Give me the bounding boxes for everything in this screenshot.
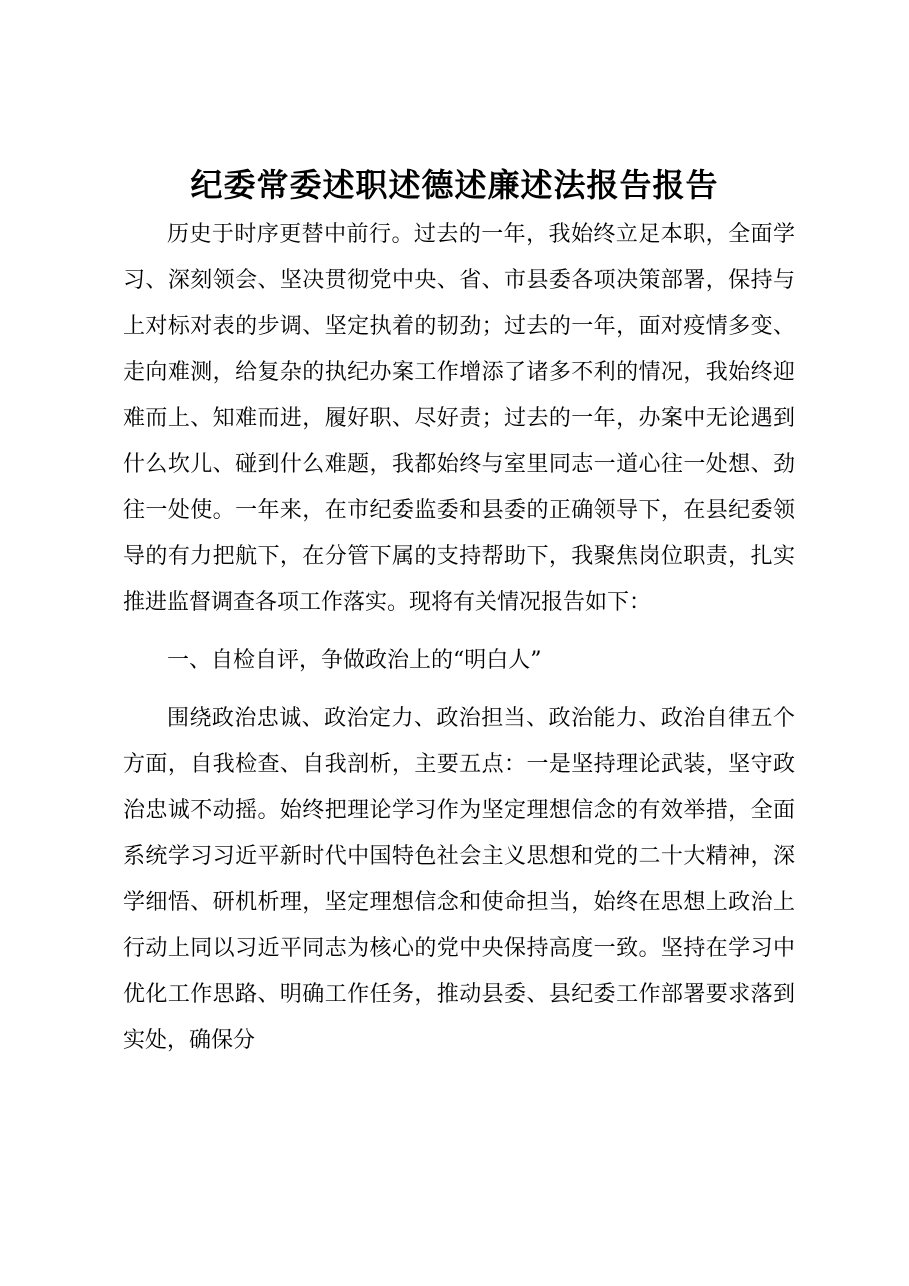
paragraph-section-1: 围绕政治忠诚、政治定力、政治担当、政治能力、政治自律五个方面，自我检查、自我剖析，主要五点：一是坚持理论武装，坚守政治忠诚不动摇。始终把理论学习作为坚定理想信念的有效举措，全面系统学习习近平新时代中国特色社会主义思想和党的二十大精神，深学细悟、研机析理，坚定理想信念和使命担当，始终在思想上政治上行动上同以习近平同志为核心的党中央保持高度一致。坚持在学习中优化工作思路、明确工作任务，推动县委、县纪委工作部署要求落到实处，确保分 bbox=[123, 706, 795, 1053]
paragraph-intro: 历史于时序更替中前行。过去的一年，我始终立足本职，全面学习、深刻领会、坚决贯彻党中央、省、市县委各项决策部署，保持与上对标对表的步调、坚定执着的韧劲；过去的一年，面对疫情多变、走向难测，给复杂的执纪办案工作增添了诸多不利的情况，我始终迎难而上、知难而进，履好职、尽好责；过去的一年，办案中无论遇到什么坎儿、碰到什么难题，我都始终与室里同志一道心往一处想、劲往一处使。一年来，在市纪委监委和县委的正确领导下，在县纪委领导的有力把航下，在分管下属的支持帮助下，我聚焦岗位职责，扎实推进监督调查各项工作落实。现将有关情况报告如下： bbox=[123, 222, 795, 615]
document-title: 纪委常委述职述德述廉述法报告报告 bbox=[190, 166, 719, 204]
document-body bbox=[123, 212, 795, 1076]
section-heading-1: 一、自检自评，争做政治上的“明白人” bbox=[167, 648, 542, 673]
